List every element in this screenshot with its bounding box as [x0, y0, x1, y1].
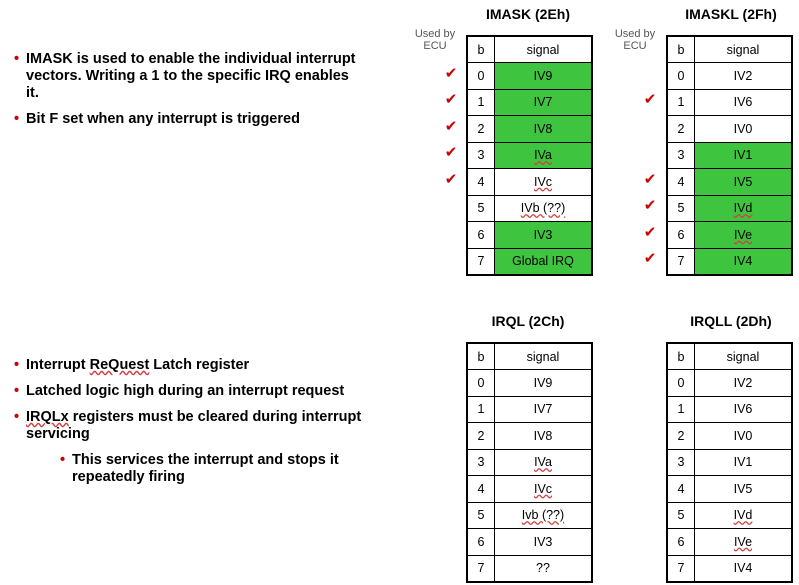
header-b: b: [667, 343, 695, 370]
table-row: [667, 63, 792, 90]
table-row: [667, 396, 792, 423]
check-icon: ✔: [643, 170, 657, 188]
irql-table: [466, 342, 593, 583]
bit-cell: 7: [467, 248, 495, 275]
check-icon: ✔: [444, 64, 458, 82]
irql-bullet-list: [14, 357, 384, 495]
signal-cell: IVc: [495, 169, 593, 196]
irqll-table: [666, 342, 793, 583]
bit-cell: 3: [667, 142, 695, 169]
table-row: [667, 529, 792, 556]
signal-cell: IVe: [695, 529, 793, 556]
bit-cell: 3: [667, 449, 695, 476]
table-header-row: [467, 343, 592, 370]
table-row: [467, 89, 592, 116]
bit-cell: 6: [667, 222, 695, 249]
table-row: [467, 195, 592, 222]
bit-cell: 6: [467, 222, 495, 249]
bit-cell: 1: [467, 89, 495, 116]
bullet-text: This services the interrupt and stops it repeatedly firing: [72, 452, 339, 485]
signal-cell: IV6: [695, 396, 793, 423]
check-icon: ✔: [643, 197, 657, 214]
bit-cell: 2: [467, 423, 495, 450]
bit-cell: 1: [667, 396, 695, 423]
table-row: [467, 222, 592, 249]
signal-cell: IVc: [495, 476, 593, 503]
table-row: [467, 142, 592, 169]
signal-cell: IV8: [495, 116, 593, 143]
bit-cell: 2: [667, 423, 695, 450]
bit-cell: 5: [467, 195, 495, 222]
signal-cell: IVd: [695, 195, 793, 222]
signal-cell: ??: [495, 555, 593, 582]
bullet-item: [14, 383, 384, 400]
imask-bullet-list: [14, 51, 364, 137]
bit-cell: 3: [467, 449, 495, 476]
bullet-dot-icon: •: [14, 51, 20, 67]
signal-cell: IV5: [695, 169, 793, 196]
bullet-item: [14, 51, 364, 102]
signal-cell: IV0: [695, 116, 793, 143]
bullet-dot-icon: •: [14, 357, 20, 373]
check-icon: ✔: [643, 223, 657, 241]
signal-cell: IV9: [495, 370, 593, 397]
bit-cell: 3: [467, 142, 495, 169]
table-row: [667, 555, 792, 582]
signal-cell: IVd: [695, 502, 793, 529]
irql-title: IRQL (2Ch): [491, 313, 565, 329]
bit-cell: 0: [467, 370, 495, 397]
signal-cell: IV4: [695, 555, 793, 582]
imaskl-title: IMASKL (2Fh): [685, 6, 777, 22]
table-row: [467, 370, 592, 397]
table-row: [667, 222, 792, 249]
signal-cell: IV1: [695, 142, 793, 169]
table-row: [467, 248, 592, 275]
signal-cell: IV2: [695, 63, 793, 90]
check-icon: ✔: [643, 250, 657, 267]
header-signal: signal: [495, 36, 593, 63]
signal-cell: IVa: [495, 449, 593, 476]
imaskl-table: [666, 35, 793, 276]
header-signal: signal: [495, 343, 593, 370]
signal-cell: IV7: [495, 89, 593, 116]
imask-used-by-label: Used by ECU: [414, 28, 456, 52]
signal-cell: IV7: [495, 396, 593, 423]
check-icon: ✔: [444, 144, 458, 161]
check-icon: ✔: [643, 91, 657, 108]
bullet-item: [14, 409, 384, 443]
table-row: [667, 370, 792, 397]
header-b: b: [667, 36, 695, 63]
header-signal: signal: [695, 36, 793, 63]
table-row: [667, 195, 792, 222]
bullet-text: IRQLx registers must be cleared during interrupt servicing: [26, 409, 362, 442]
bit-cell: 2: [467, 116, 495, 143]
bullet-dot-icon: •: [14, 111, 20, 127]
bit-cell: 0: [667, 63, 695, 90]
bit-cell: 5: [667, 195, 695, 222]
table-row: [467, 555, 592, 582]
table-row: [667, 248, 792, 275]
table-row: [667, 142, 792, 169]
bit-cell: 7: [667, 248, 695, 275]
bit-cell: 4: [667, 476, 695, 503]
table-header-row: [467, 36, 592, 63]
signal-cell: Ivb (??): [495, 502, 593, 529]
signal-cell: IV2: [695, 370, 793, 397]
signal-cell: IV3: [495, 529, 593, 556]
bit-cell: 2: [667, 116, 695, 143]
bullet-dot-icon: •: [14, 409, 20, 425]
bullet-text: Latched logic high during an interrupt request: [26, 383, 345, 399]
table-header-row: [667, 36, 792, 63]
signal-cell: IV1: [695, 449, 793, 476]
table-row: [667, 116, 792, 143]
bit-cell: 6: [667, 529, 695, 556]
table-row: [467, 116, 592, 143]
signal-cell: IV3: [495, 222, 593, 249]
bit-cell: 5: [467, 502, 495, 529]
signal-cell: Global IRQ: [495, 248, 593, 275]
table-row: [467, 502, 592, 529]
bullet-text: Interrupt ReQuest Latch register: [26, 357, 250, 373]
bit-cell: 1: [667, 89, 695, 116]
bullet-item: [14, 357, 384, 374]
bit-cell: 7: [667, 555, 695, 582]
bullet-item: [60, 452, 384, 486]
bit-cell: 4: [667, 169, 695, 196]
bullet-text: Bit F set when any interrupt is triggered: [26, 111, 300, 127]
table-row: [667, 169, 792, 196]
table-row: [467, 396, 592, 423]
bit-cell: 4: [467, 476, 495, 503]
table-row: [467, 169, 592, 196]
table-row: [467, 63, 592, 90]
signal-cell: IV6: [695, 89, 793, 116]
check-icon: ✔: [444, 117, 458, 135]
bit-cell: 6: [467, 529, 495, 556]
check-icon: ✔: [444, 91, 458, 108]
bit-cell: 1: [467, 396, 495, 423]
table-row: [667, 476, 792, 503]
bullet-text: IMASK is used to enable the individual interrupt vectors. Writing a 1 to the specific IRQ enables it.: [26, 51, 356, 101]
signal-cell: IV8: [495, 423, 593, 450]
signal-cell: IV9: [495, 63, 593, 90]
signal-cell: IVb (??): [495, 195, 593, 222]
table-row: [667, 502, 792, 529]
table-row: [467, 449, 592, 476]
bullet-item: [14, 111, 364, 128]
table-row: [467, 476, 592, 503]
irqll-title: IRQLL (2Dh): [690, 313, 772, 329]
imaskl-used-by-label: Used by ECU: [614, 28, 656, 52]
bit-cell: 4: [467, 169, 495, 196]
signal-cell: IV0: [695, 423, 793, 450]
signal-cell: IV5: [695, 476, 793, 503]
bit-cell: 0: [467, 63, 495, 90]
bit-cell: 0: [667, 370, 695, 397]
header-b: b: [467, 343, 495, 370]
signal-cell: IVe: [695, 222, 793, 249]
signal-cell: IV4: [695, 248, 793, 275]
table-row: [667, 449, 792, 476]
header-signal: signal: [695, 343, 793, 370]
table-row: [467, 423, 592, 450]
table-header-row: [667, 343, 792, 370]
bit-cell: 7: [467, 555, 495, 582]
signal-cell: IVa: [495, 142, 593, 169]
bullet-dot-icon: •: [60, 452, 66, 468]
bit-cell: 5: [667, 502, 695, 529]
table-row: [667, 423, 792, 450]
bullet-dot-icon: •: [14, 383, 20, 399]
check-icon: ✔: [444, 170, 458, 188]
imask-table: [466, 35, 593, 276]
table-row: [667, 89, 792, 116]
table-row: [467, 529, 592, 556]
header-b: b: [467, 36, 495, 63]
imask-title: IMASK (2Eh): [486, 6, 570, 22]
